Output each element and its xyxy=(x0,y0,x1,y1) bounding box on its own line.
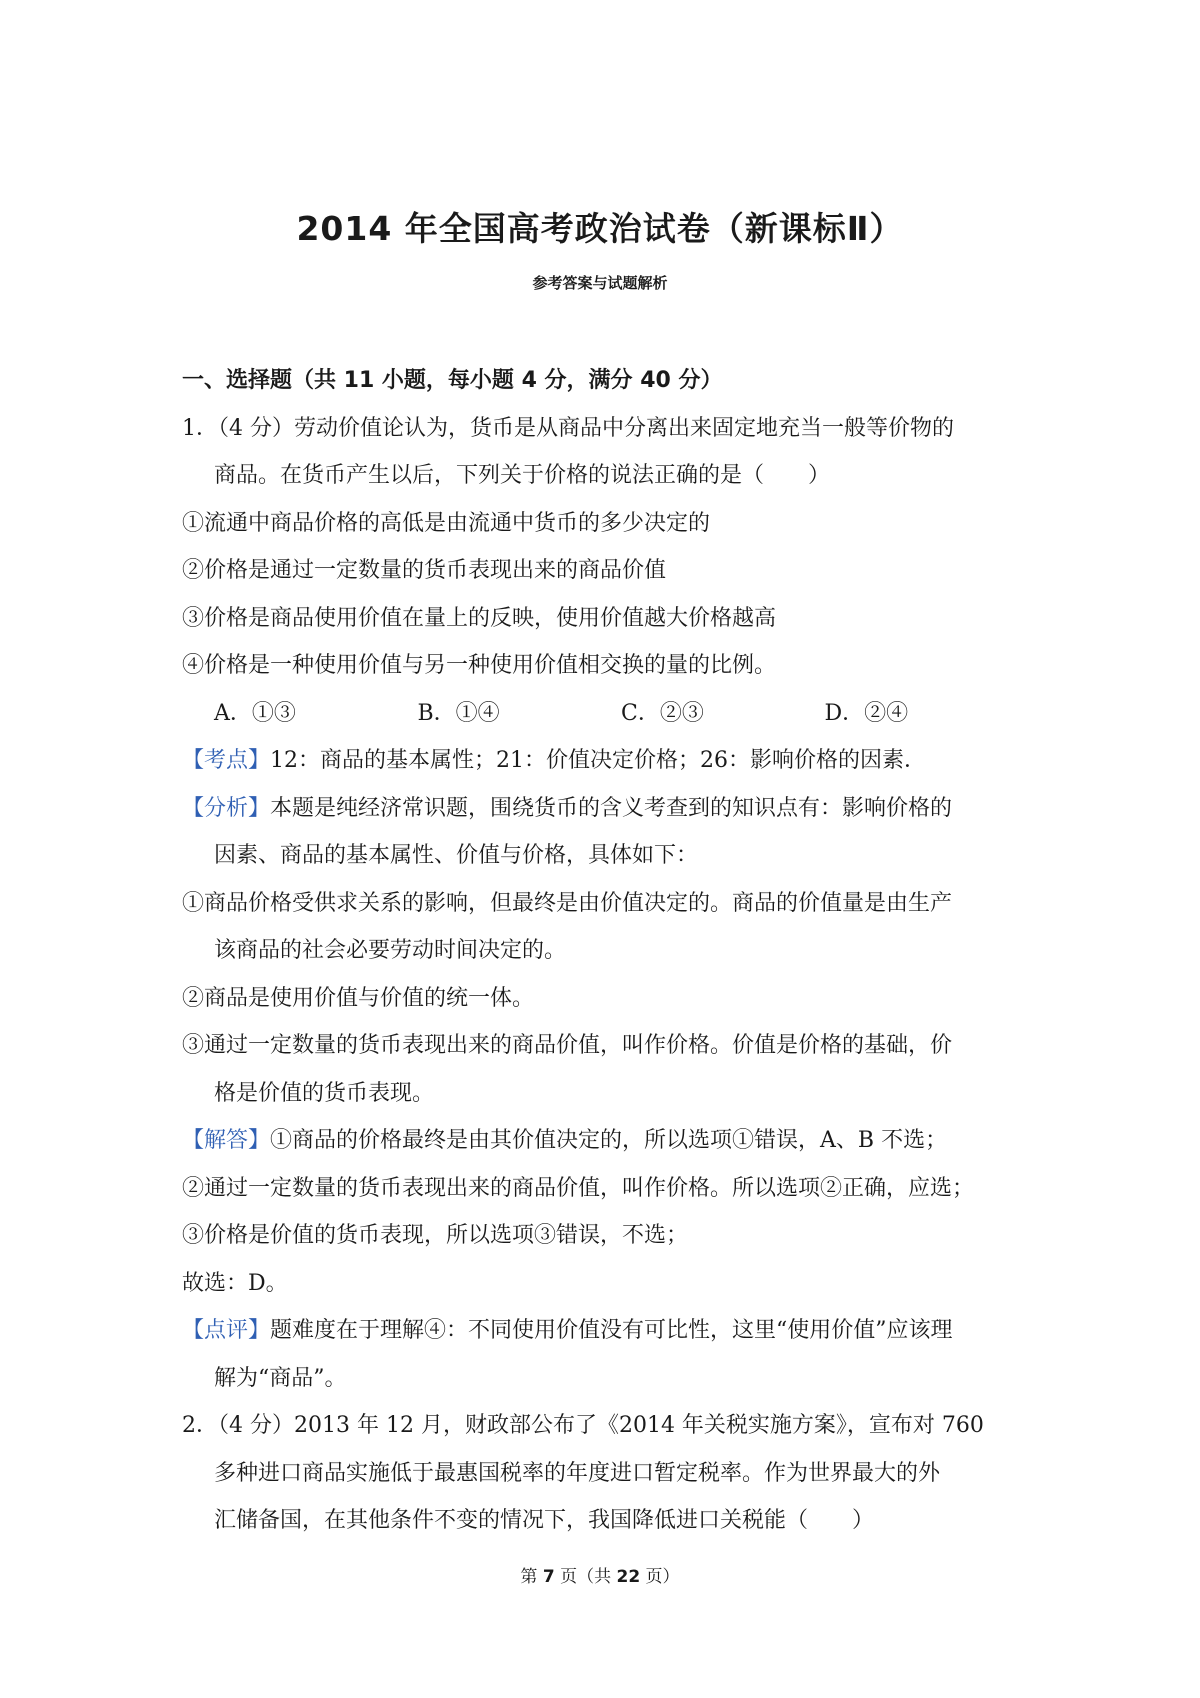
q1-fenxi-point-3: ③通过一定数量的货币表现出来的商品价值，叫作价格。价值是价格的基础，价 xyxy=(182,1033,953,1058)
page-subtitle: 参考答案与试题解析 xyxy=(532,274,668,292)
q1-fenxi-line-1 xyxy=(182,785,1028,833)
dianping-tag: 【点评】 xyxy=(182,1318,271,1343)
footer-prefix: 第 xyxy=(520,1567,543,1587)
kaodian-tag: 【考点】 xyxy=(182,748,271,773)
q1-jieda-line-3: ③价格是价值的货币表现，所以选项③错误，不选； xyxy=(182,1223,689,1248)
jieda-text: ①商品的价格最终是由其价值决定的，所以选项①错误，A、B 不选； xyxy=(270,1128,948,1153)
footer-total-pages: 22 xyxy=(616,1567,641,1587)
q1-statement-1: ①流通中商品价格的高低是由流通中货币的多少决定的 xyxy=(182,510,711,536)
fenxi-tag: 【分析】 xyxy=(182,795,271,821)
q1-jieda-line-2: ②通过一定数量的货币表现出来的商品价值，叫作价格。所以选项②正确，应选； xyxy=(182,1175,975,1201)
q1-fenxi-point-1-cont: 该商品的社会必要劳动时间决定的。 xyxy=(214,938,567,963)
q1-dianping-line-2: 解为“商品”。 xyxy=(214,1365,347,1391)
section-heading: 一、选择题（共 11 小题，每小题 4 分，满分 40 分） xyxy=(182,368,723,393)
q1-fenxi-point-1: ①商品价格受供求关系的影响，但最终是由价值决定的。商品的价值量是由生产 xyxy=(182,890,953,916)
q1-dianping-line-1 xyxy=(182,1307,1028,1355)
q1-statement-2: ②价格是通过一定数量的货币表现出来的商品价值 xyxy=(182,558,667,583)
footer-middle: 页（共 xyxy=(554,1567,617,1587)
q1-fenxi-line-2: 因素、商品的基本属性、价值与价格，具体如下： xyxy=(214,843,699,868)
q1-option-d: D．②④ xyxy=(824,700,909,726)
kaodian-text: 12：商品的基本属性；21：价值决定价格；26：影响价格的因素． xyxy=(270,748,926,773)
document-body xyxy=(182,357,1028,1545)
q1-option-b: B．①④ xyxy=(417,700,500,726)
page-footer xyxy=(0,1562,1200,1587)
q1-jieda-line-1 xyxy=(182,1117,1028,1165)
jieda-tag: 【解答】 xyxy=(182,1128,271,1153)
q1-stem-line-2: 商品。在货币产生以后，下列关于价格的说法正确的是（ ） xyxy=(214,463,831,488)
q1-kaodian xyxy=(182,737,1028,785)
q2-stem-line-1: 2．（4 分）2013 年 12 月，财政部公布了《2014 年关税实施方案》，宣布对 760 xyxy=(182,1413,984,1438)
page-title: 2014 年全国高考政治试卷（新课标Ⅱ） xyxy=(296,209,904,248)
q1-stem-line-1: 1．（4 分）劳动价值论认为，货币是从商品中分离出来固定地充当一般等价物的 xyxy=(182,415,954,441)
q1-fenxi-point-2: ②商品是使用价值与价值的统一体。 xyxy=(182,985,535,1011)
q1-fenxi-point-3-cont: 格是价值的货币表现。 xyxy=(214,1080,435,1106)
q2-stem-line-2: 多种进口商品实施低于最惠国税率的年度进口暂定税率。作为世界最大的外 xyxy=(214,1460,941,1486)
q2-stem-line-3: 汇储备国，在其他条件不变的情况下，我国降低进口关税能（ ） xyxy=(214,1508,875,1533)
q1-statement-4: ④价格是一种使用价值与另一种使用价值相交换的量的比例。 xyxy=(182,653,777,678)
fenxi-text: 本题是纯经济常识题，围绕货币的含义考查到的知识点有：影响价格的 xyxy=(270,795,953,821)
q1-option-c: C．②③ xyxy=(621,700,704,726)
footer-page-number: 7 xyxy=(542,1567,555,1587)
footer-suffix: 页） xyxy=(640,1567,680,1587)
q1-statement-3: ③价格是商品使用价值在量上的反映，使用价值越大价格越高 xyxy=(182,605,777,631)
q1-jieda-line-4: 故选：D。 xyxy=(182,1270,288,1296)
dianping-text: 题难度在于理解④：不同使用价值没有可比性，这里“使用价值”应该理 xyxy=(270,1318,953,1343)
q1-options xyxy=(182,690,1028,738)
q1-option-a: A．①③ xyxy=(214,700,296,726)
